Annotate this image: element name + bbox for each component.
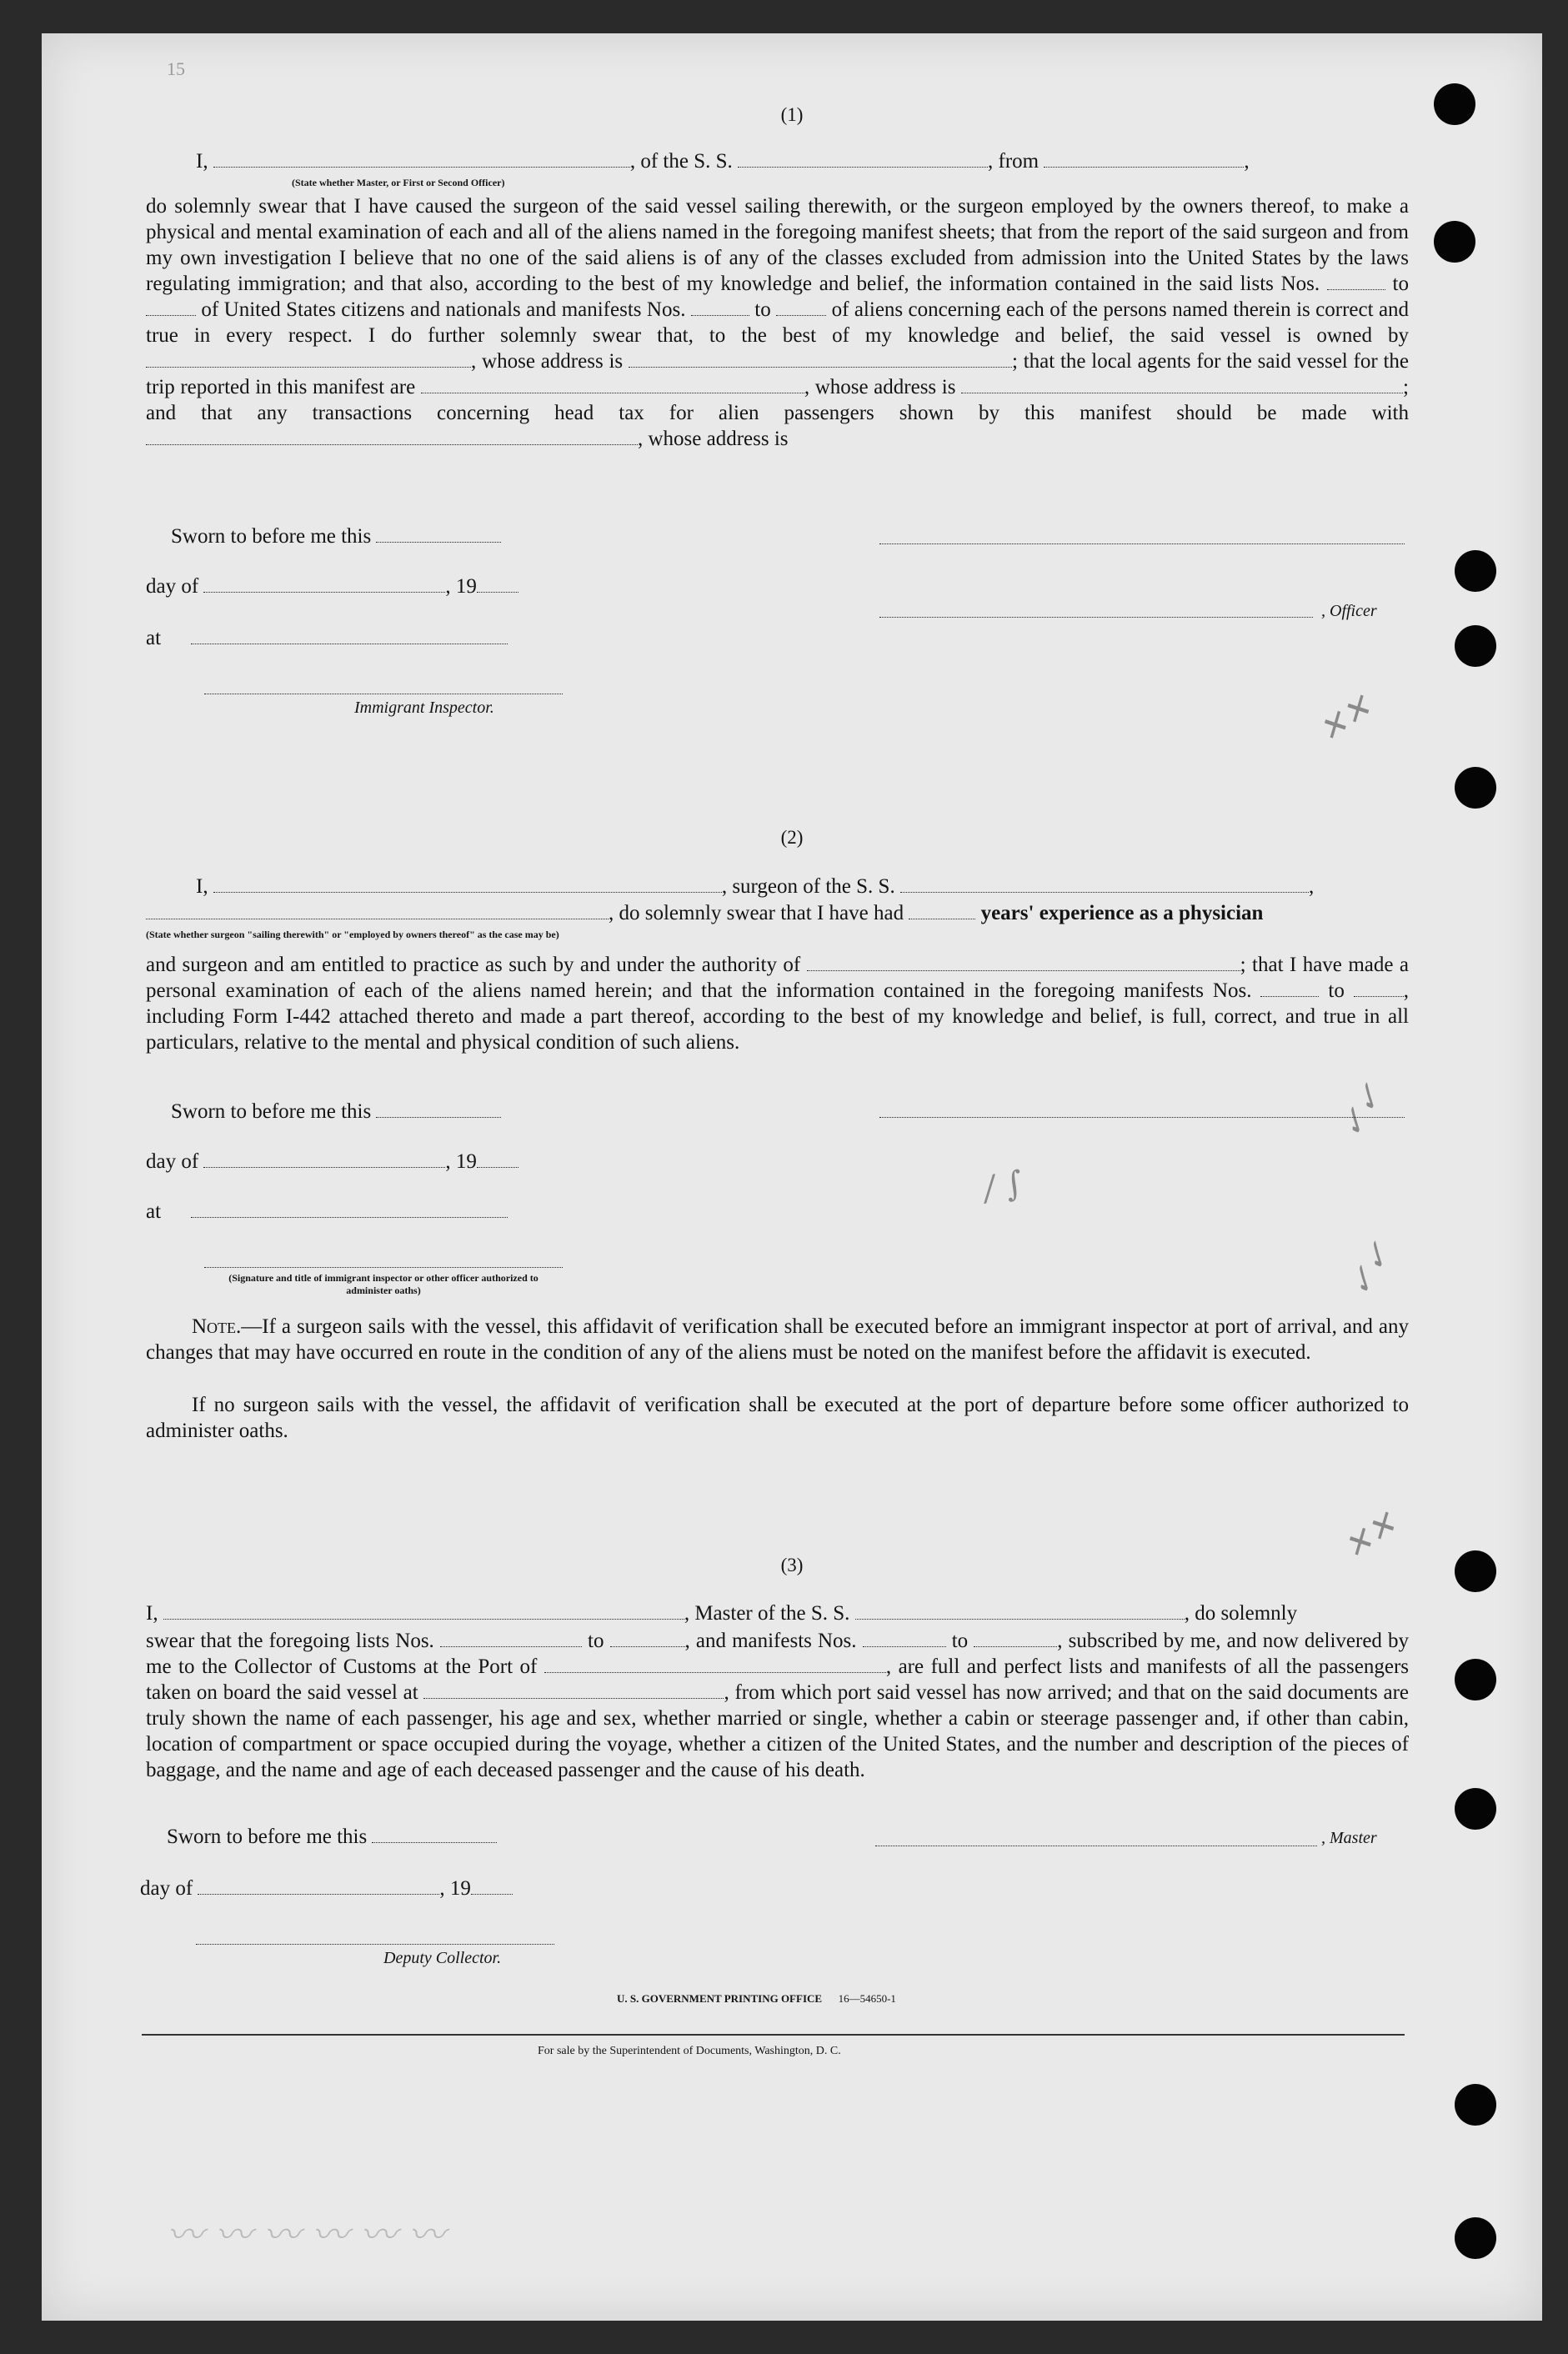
punch-hole [1455,625,1496,667]
punch-hole [1455,767,1496,809]
signature-line [879,1117,1405,1118]
bleed-through-handwriting: 〰 〰 〰 〰 〰 〰 [167,2214,445,2256]
affidavit-line: I, , Master of the S. S. , do solemnly [146,1602,1298,1625]
pencil-marks: ✓✓ [1330,1077,1393,1145]
officer-line [879,617,1313,618]
sworn-line: Sworn to before me this [171,525,501,548]
pencil-marks: / ∫ [980,1164,1026,1209]
day-line: day of , 19 [146,1150,518,1174]
collector-signature-line [196,1944,554,1945]
sale-notice: For sale by the Superintendent of Documents, Washington, D. C. [538,2045,841,2057]
section-number: (1) [780,104,804,125]
at-line: at [146,627,508,650]
affidavit-body: and surgeon and am entitled to practice as such by and under the authority of ; that I have made a personal examination of each of the aliens named herein; and that the information contained in the foregoing manifests Nos. to , including Form I-442 attached thereto and made a part thereof, according to the best of my knowledge and belief, is full, correct, and true in all particulars, relative to the mental and physical condition of such aliens. [146,954,1410,1054]
pencil-marks: ✕✕ [1335,1504,1405,1569]
footer-rule [142,2034,1405,2036]
punch-hole [1455,2217,1496,2259]
field-caption: (State whether Master, or First or Second Officer) [292,177,505,188]
document-page [42,33,1542,2321]
pencil-marks: ✓✓ [1339,1235,1401,1304]
punch-hole [1455,1659,1496,1700]
punch-hole [1455,550,1496,592]
day-line: day of , 19 [146,575,518,599]
master-label: , Master [1321,1829,1377,1847]
signature-caption: (Signature and title of immigrant inspector or other officer authorized to administer oaths) [228,1272,539,1296]
signature-line [879,543,1405,544]
officer-label: , Officer [1321,602,1377,620]
day-line: day of , 19 [140,1877,513,1901]
field-caption: (State whether surgeon "sailing therewith" or "employed by owners thereof" as the case may be) [146,929,559,940]
affidavit-line: , do solemnly swear that I have had years' experience as a physician [146,902,1263,925]
inspector-signature-line [204,1267,563,1268]
affidavit-body: do solemnly swear that I have caused the surgeon of the said vessel sailing therewith, or the surgeon employed by the owners thereof, to make a physical and mental examination of each and all of the aliens named in the foregoing manifest sheets; that from the report of the said surgeon and from my own investigation I believe that no one of the said aliens is of any of the classes excluded from admission into the United States by the laws regulating immigration; and that also, according to the best of my knowledge and belief, the information contained in the said lists Nos. to of United States citizens and nationals and manifests Nos. to of aliens concerning each of the persons named therein is correct and true in every respect. I do further solemnly swear that, to the best of my knowledge and belief, the said vessel is owned by , whose address is ; that the local agents for the said vessel for the trip reported in this manifest are , whose address is ; and that any transactions concerning head tax for alien passengers shown by this manifest should be made with , whose address is [146,195,1410,450]
note-paragraph: If no surgeon sails with the vessel, the affidavit of verification shall be executed at the port of departure before some officer authorized to administer oaths. [146,1394,1409,1442]
inspector-label: Immigrant Inspector. [354,699,494,717]
sworn-line: Sworn to before me this [171,1100,501,1124]
note-paragraph: Note.—If a surgeon sails with the vessel, this affidavit of verification shall be executed before an immigrant inspector at port of arrival, and any changes that may have occurred en route in the condition of any of the aliens must be noted on the manifest before the affidavit is executed. [146,1315,1409,1364]
printing-office: U. S. GOVERNMENT PRINTING OFFICE 16—54650-1 [617,1992,896,2005]
punch-hole [1455,1788,1496,1830]
sworn-line: Sworn to before me this [167,1826,497,1849]
punch-hole [1455,2084,1496,2126]
at-line: at [146,1200,508,1224]
collector-label: Deputy Collector. [383,1949,502,1967]
affidavit-line: I, , surgeon of the S. S. , [196,875,1315,898]
affidavit-line: I, , of the S. S. , from , [196,150,1250,173]
punch-hole [1434,221,1475,263]
section-number: (3) [780,1555,804,1575]
page-number: 15 [167,58,185,79]
affidavit-body: swear that the foregoing lists Nos. to , and manifests Nos. to , subscribed by me, and now delivered by me to the Collector of Customs at the Port of , are full and perfect lists and manifests of all the passengers taken on board the said vessel at , from which port said vessel has now arrived; and that on the said documents are truly shown the name of each passenger, his age and sex, whether married or single, whether a cabin or steerage passenger and, if other than cabin, location of compartment or space occupied during the voyage, whether a citizen of the United States, and the number and description of the pieces of baggage, and the name and age of each deceased passenger and the cause of his death. [146,1630,1410,1781]
section-number: (2) [780,827,804,848]
pencil-marks: ✕✕ [1310,687,1380,752]
